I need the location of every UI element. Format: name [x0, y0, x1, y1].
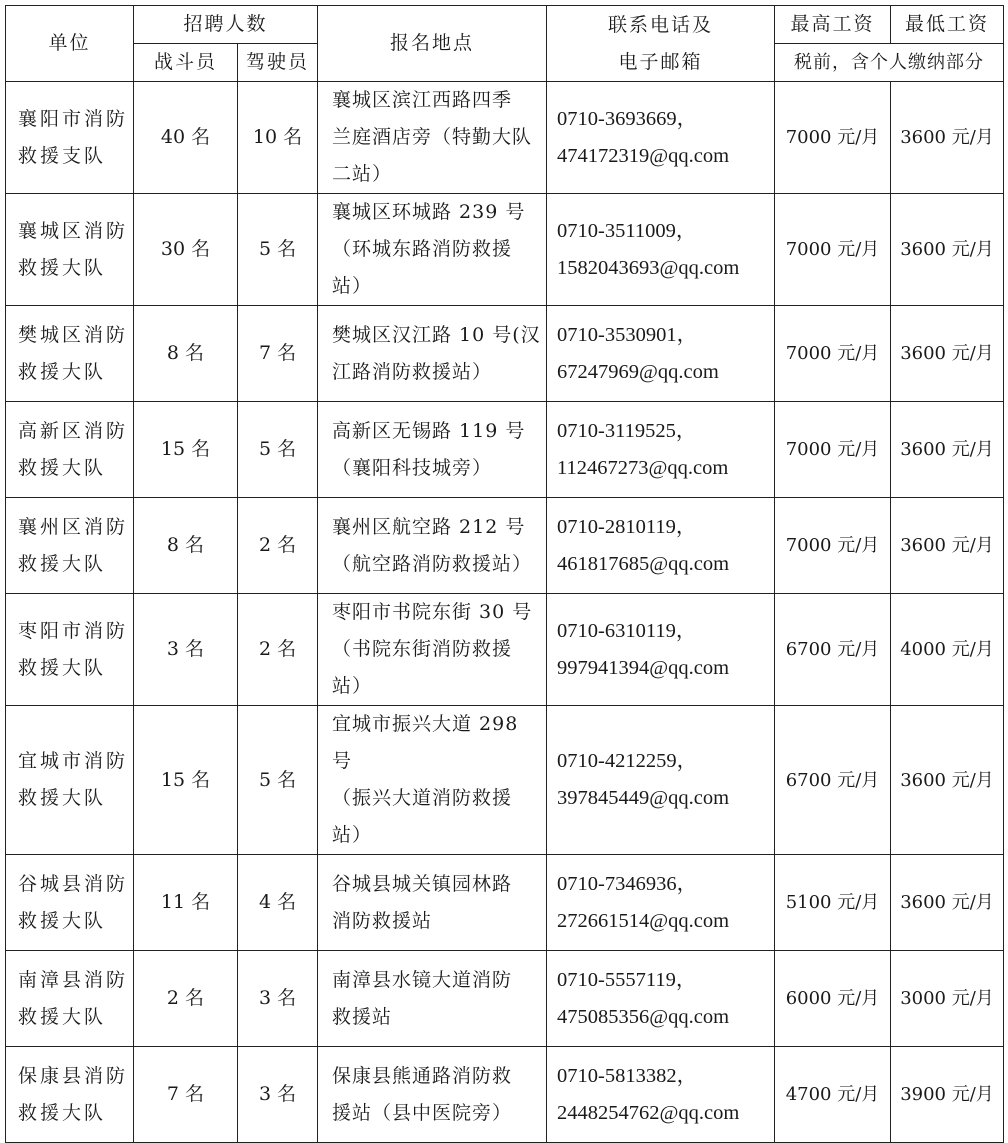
contact-cell	[547, 306, 775, 402]
table-row	[6, 194, 1004, 306]
table-row	[6, 855, 1004, 951]
contact-cell	[547, 951, 775, 1047]
location-cell	[318, 306, 547, 402]
min-salary: 3600 元/月	[891, 855, 1004, 951]
unit-name-line2: 救援大队	[18, 909, 107, 932]
unit-name-line1: 襄州区消防	[18, 515, 129, 538]
unit-name-line1: 南漳县消防	[18, 968, 129, 991]
min-salary: 3600 元/月	[891, 706, 1004, 855]
email-address: 461817685@qq.com	[557, 552, 730, 575]
location-line: 站）	[332, 275, 373, 297]
fighter-count: 7 名	[134, 1047, 238, 1143]
location-line: 援站（县中医院旁）	[332, 1101, 513, 1124]
unit-name-line2: 救援大队	[18, 456, 107, 479]
max-salary: 4700 元/月	[775, 1047, 891, 1143]
location-cell	[318, 82, 547, 194]
unit-name-line2: 救援大队	[18, 1101, 107, 1124]
max-salary: 6700 元/月	[775, 594, 891, 706]
unit-name-line1: 宜城市消防	[18, 750, 129, 772]
phone-number: 0710-3530901，	[557, 323, 698, 346]
unit-name-line1: 保康县消防	[18, 1064, 129, 1087]
unit-cell	[6, 855, 134, 951]
phone-number: 0710-7346936，	[557, 872, 698, 895]
email-address: 67247969@qq.com	[557, 360, 719, 383]
table-row	[6, 706, 1004, 855]
max-salary: 5100 元/月	[775, 855, 891, 951]
contact-cell	[547, 498, 775, 594]
contact-cell	[547, 706, 775, 855]
location-line: 兰庭酒店旁（特勤大队	[332, 126, 533, 148]
unit-cell	[6, 951, 134, 1047]
table-row	[6, 594, 1004, 706]
max-salary: 6700 元/月	[775, 706, 891, 855]
fighter-count: 3 名	[134, 594, 238, 706]
location-line: （书院东街消防救援	[332, 638, 513, 660]
unit-cell	[6, 706, 134, 855]
unit-name-line1: 襄阳市消防	[18, 107, 129, 130]
fighter-count: 15 名	[134, 706, 238, 855]
location-line: 枣阳市书院东街 30 号	[332, 601, 533, 623]
location-cell	[318, 402, 547, 498]
location-line: （航空路消防救援站）	[332, 552, 533, 575]
unit-name-line2: 救援大队	[18, 552, 107, 575]
min-salary: 3900 元/月	[891, 1047, 1004, 1143]
driver-count: 5 名	[238, 194, 318, 306]
location-line: 谷城县城关镇园林路	[332, 872, 513, 895]
location-line: 保康县熊通路消防救	[332, 1064, 513, 1087]
unit-name-line1: 谷城县消防	[18, 872, 129, 895]
phone-number: 0710-2810119，	[557, 515, 697, 538]
location-cell	[318, 194, 547, 306]
unit-name-line2: 救援大队	[18, 787, 107, 809]
fighter-count: 8 名	[134, 306, 238, 402]
min-salary: 3000 元/月	[891, 951, 1004, 1047]
header-salary-note: 税前，含个人缴纳部分	[775, 44, 1004, 82]
max-salary: 7000 元/月	[775, 402, 891, 498]
unit-name-line1: 樊城区消防	[18, 323, 129, 346]
contact-cell	[547, 855, 775, 951]
driver-count: 7 名	[238, 306, 318, 402]
contact-cell	[547, 194, 775, 306]
header-recruit-count: 招聘人数	[134, 6, 318, 44]
location-line: （襄阳科技城旁）	[332, 456, 493, 479]
fighter-count: 15 名	[134, 402, 238, 498]
min-salary: 3600 元/月	[891, 402, 1004, 498]
fighter-count: 11 名	[134, 855, 238, 951]
location-line: （环城东路消防救援	[332, 238, 513, 260]
max-salary: 7000 元/月	[775, 194, 891, 306]
phone-number: 0710-5557119，	[557, 968, 697, 991]
location-line: 江路消防救援站）	[332, 360, 493, 383]
unit-cell	[6, 402, 134, 498]
driver-count: 2 名	[238, 594, 318, 706]
phone-number: 0710-6310119，	[557, 619, 697, 642]
fighter-count: 2 名	[134, 951, 238, 1047]
fighter-count: 30 名	[134, 194, 238, 306]
unit-cell	[6, 194, 134, 306]
email-address: 112467273@qq.com	[557, 456, 729, 479]
driver-count: 5 名	[238, 706, 318, 855]
header-contact	[547, 6, 775, 82]
table-row	[6, 498, 1004, 594]
location-cell	[318, 706, 547, 855]
email-address: 397845449@qq.com	[557, 787, 730, 809]
location-line: 站）	[332, 824, 373, 846]
table-row	[6, 951, 1004, 1047]
table-row	[6, 82, 1004, 194]
location-line: 襄城区环城路 239 号	[332, 201, 526, 223]
location-line: 樊城区汉江路 10 号(汉	[332, 323, 541, 346]
unit-cell	[6, 306, 134, 402]
header-location: 报名地点	[318, 6, 547, 82]
location-line: 救援站	[332, 1005, 393, 1028]
contact-cell	[547, 594, 775, 706]
unit-name-line1: 高新区消防	[18, 419, 129, 442]
contact-cell	[547, 82, 775, 194]
fighter-count: 8 名	[134, 498, 238, 594]
driver-count: 3 名	[238, 951, 318, 1047]
phone-number: 0710-3511009，	[557, 219, 697, 242]
email-address: 2448254762@qq.com	[557, 1101, 740, 1124]
email-address: 272661514@qq.com	[557, 909, 730, 932]
location-line: 消防救援站	[332, 909, 433, 932]
location-line: 二站）	[332, 163, 393, 185]
header-max-salary: 最高工资	[775, 6, 891, 44]
driver-count: 5 名	[238, 402, 318, 498]
phone-number: 0710-5813382，	[557, 1064, 698, 1087]
header-fighter: 战斗员	[134, 44, 238, 82]
unit-name-line1: 枣阳市消防	[18, 619, 129, 642]
header-unit: 单位	[6, 6, 134, 82]
unit-cell	[6, 498, 134, 594]
location-line: 襄城区滨江西路四季	[332, 89, 513, 111]
header-driver: 驾驶员	[238, 44, 318, 82]
min-salary: 3600 元/月	[891, 306, 1004, 402]
driver-count: 2 名	[238, 498, 318, 594]
unit-name-line2: 救援大队	[18, 656, 107, 679]
min-salary: 3600 元/月	[891, 194, 1004, 306]
max-salary: 7000 元/月	[775, 498, 891, 594]
email-address: 474172319@qq.com	[557, 144, 730, 167]
header-min-salary: 最低工资	[891, 6, 1004, 44]
driver-count: 10 名	[238, 82, 318, 194]
min-salary: 4000 元/月	[891, 594, 1004, 706]
header-contact-line2: 电子邮箱	[618, 50, 703, 73]
table-row	[6, 306, 1004, 402]
driver-count: 3 名	[238, 1047, 318, 1143]
unit-name-line2: 救援大队	[18, 360, 107, 383]
location-cell	[318, 594, 547, 706]
email-address: 1582043693@qq.com	[557, 256, 740, 279]
driver-count: 4 名	[238, 855, 318, 951]
location-cell	[318, 498, 547, 594]
unit-cell	[6, 82, 134, 194]
recruitment-table	[5, 5, 1004, 1143]
phone-number: 0710-4212259，	[557, 750, 698, 772]
phone-number: 0710-3119525，	[557, 419, 697, 442]
contact-cell	[547, 402, 775, 498]
location-line: 襄州区航空路 212 号	[332, 515, 526, 538]
unit-name-line2: 救援大队	[18, 1005, 107, 1028]
max-salary: 7000 元/月	[775, 82, 891, 194]
header-contact-line1: 联系电话及	[608, 13, 714, 36]
max-salary: 7000 元/月	[775, 306, 891, 402]
email-address: 475085356@qq.com	[557, 1005, 730, 1028]
max-salary: 6000 元/月	[775, 951, 891, 1047]
unit-name-line1: 襄城区消防	[18, 219, 129, 242]
fighter-count: 40 名	[134, 82, 238, 194]
location-cell	[318, 951, 547, 1047]
email-address: 997941394@qq.com	[557, 656, 730, 679]
unit-cell	[6, 594, 134, 706]
header-row-1	[6, 6, 1004, 44]
min-salary: 3600 元/月	[891, 498, 1004, 594]
table-row	[6, 402, 1004, 498]
unit-name-line2: 救援大队	[18, 256, 107, 279]
location-line: 站）	[332, 675, 373, 697]
min-salary: 3600 元/月	[891, 82, 1004, 194]
location-cell	[318, 855, 547, 951]
phone-number: 0710-3693669，	[557, 107, 698, 130]
location-line: 宜城市振兴大道 298 号	[332, 713, 519, 772]
location-line: 南漳县水镜大道消防	[332, 968, 513, 991]
unit-name-line2: 救援支队	[18, 144, 107, 167]
location-line: 高新区无锡路 119 号	[332, 419, 526, 442]
location-line: （振兴大道消防救援	[332, 787, 513, 809]
